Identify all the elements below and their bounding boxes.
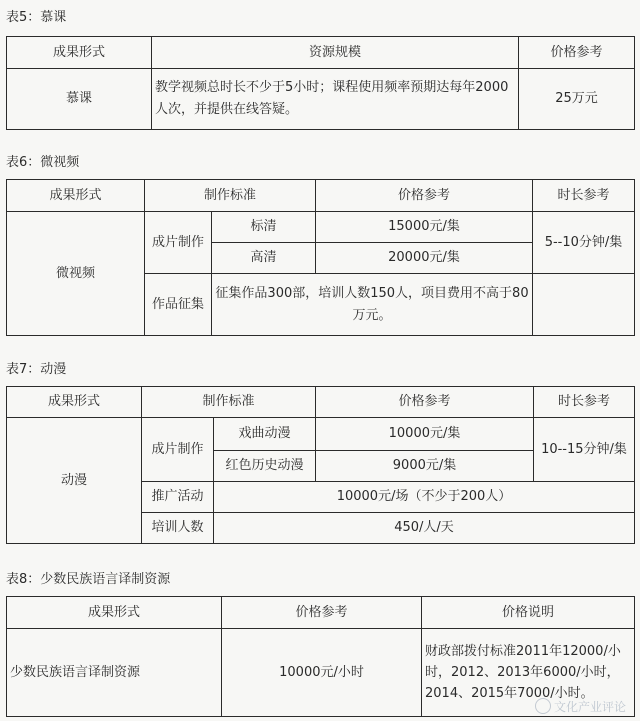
table7-animation <box>6 386 635 544</box>
header-desc: 价格说明 <box>422 597 635 629</box>
cell-collection: 作品征集 <box>145 274 212 336</box>
table5-caption: 表5：慕课 <box>6 10 67 25</box>
cell-production: 成片制作 <box>145 212 212 274</box>
cell-training: 培训人数 <box>142 513 214 544</box>
cell-red-history: 红色历史动漫 <box>214 451 316 482</box>
cell-price: 25万元 <box>519 69 635 130</box>
watermark-text: 文化产业评论 <box>553 700 626 714</box>
cell-price-opera: 10000元/集 <box>316 418 534 451</box>
table6-caption: 表6：微视频 <box>6 155 80 170</box>
table6-micro-video <box>6 179 635 336</box>
cell-duration: 10--15分钟/集 <box>534 418 635 482</box>
cell-training-price: 450/人/天 <box>214 513 635 544</box>
header-standard: 制作标准 <box>145 180 316 212</box>
header-price: 价格参考 <box>519 37 635 69</box>
table8-caption: 表8：少数民族语言译制资源 <box>6 572 171 587</box>
cell-form: 微视频 <box>7 212 145 336</box>
cell-promotion: 推广活动 <box>142 482 214 513</box>
header-form: 成果形式 <box>7 180 145 212</box>
cell-price-sd: 15000元/集 <box>316 212 533 243</box>
header-form: 成果形式 <box>7 597 222 629</box>
watermark <box>535 698 626 715</box>
header-duration: 时长参考 <box>533 180 635 212</box>
wechat-icon <box>535 698 551 714</box>
cell-opera: 戏曲动漫 <box>214 418 316 451</box>
cell-form: 慕课 <box>7 69 152 130</box>
cell-form: 少数民族语言译制资源 <box>7 629 222 717</box>
cell-empty <box>533 274 635 336</box>
cell-std-hd: 高清 <box>212 243 316 274</box>
header-duration: 时长参考 <box>534 387 635 418</box>
header-form: 成果形式 <box>7 37 152 69</box>
header-form: 成果形式 <box>7 387 142 418</box>
header-price: 价格参考 <box>316 180 533 212</box>
cell-collection-desc: 征集作品300部，培训人数150人，项目费用不高于80万元。 <box>212 274 533 336</box>
cell-form: 动漫 <box>7 418 142 544</box>
cell-production: 成片制作 <box>142 418 214 482</box>
cell-std-sd: 标清 <box>212 212 316 243</box>
cell-scale: 教学视频总时长不少于5小时；课程使用频率预期达每年2000人次，并提供在线答疑。 <box>152 69 519 130</box>
cell-price: 10000元/小时 <box>222 629 422 717</box>
header-standard: 制作标准 <box>142 387 316 418</box>
header-price: 价格参考 <box>222 597 422 629</box>
cell-promotion-price: 10000元/场（不少于200人） <box>214 482 635 513</box>
cell-price-red: 9000元/集 <box>316 451 534 482</box>
cell-price-hd: 20000元/集 <box>316 243 533 274</box>
header-price: 价格参考 <box>316 387 534 418</box>
cell-desc: 财政部拨付标准2011年12000/小时，2012、2013年6000/小时，2014、2015年7000/小时。 <box>422 629 635 717</box>
cell-duration: 5--10分钟/集 <box>533 212 635 274</box>
table7-caption: 表7：动漫 <box>6 362 67 377</box>
table5-mooc <box>6 36 635 130</box>
header-scale: 资源规模 <box>152 37 519 69</box>
